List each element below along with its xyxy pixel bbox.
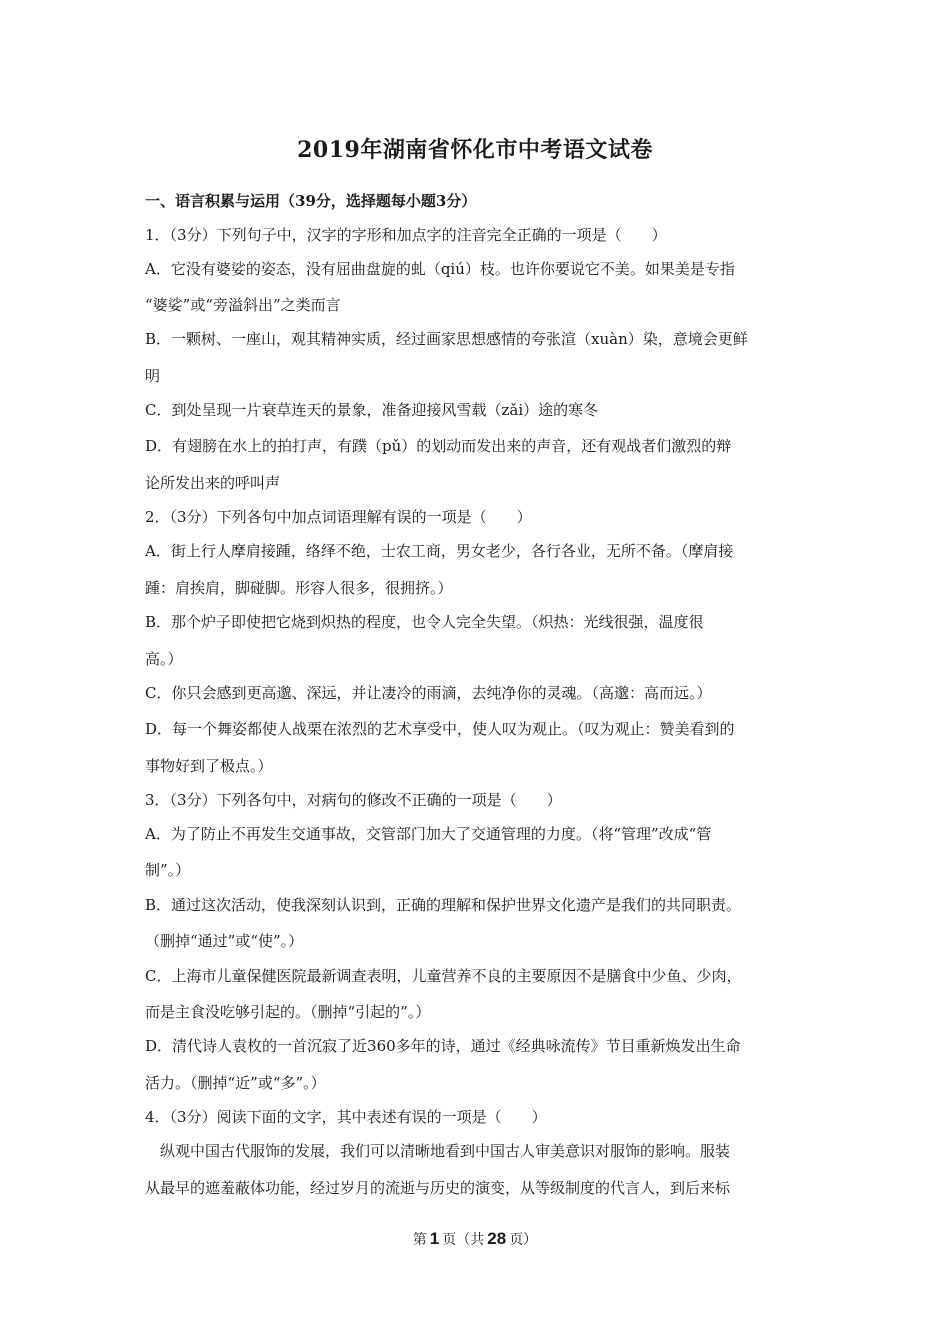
question-3-option-c: C．上海市儿童保健医院最新调查表明，儿童营养不良的主要原因不是膳食中少鱼、少肉， — [145, 967, 742, 985]
question-1-option-d-cont: 论所发出来的呼叫声 — [145, 474, 281, 492]
question-2-option-d-cont: 事物好到了极点。） — [145, 757, 273, 775]
question-3-option-d-cont: 活力。（删掉“近”或“多”。） — [145, 1074, 326, 1092]
footer-total-pages: 28 — [487, 1229, 507, 1248]
question-3-option-a-cont: 制”。） — [145, 861, 191, 879]
section-heading: 一、语言积累与运用（39分，选择题每小题3分） — [145, 192, 477, 210]
passage-paragraph-cont: 从最早的遮羞蔽体功能，经过岁月的流逝与历史的演变，从等级制度的代言人，到后来标 — [145, 1179, 731, 1197]
question-2-option-b: B．那个炉子即使把它烧到炽热的程度，也令人完全失望。（炽热：光线很强，温度很 — [145, 613, 704, 631]
footer-middle: 页（共 — [442, 1232, 485, 1248]
question-1-option-d: D．有翅膀在水上的拍打声，有蹼（pǔ）的划动而发出来的声音，还有观战者们激烈的辩 — [145, 437, 732, 455]
question-3-stem: 3．（3分）下列各句中，对病句的修改不正确的一项是（ ） — [145, 791, 562, 809]
footer-prefix: 第 — [412, 1232, 427, 1248]
question-3-option-a: A．为了防止不再发生交通事故，交管部门加大了交通管理的力度。（将“管理”改成“管 — [145, 825, 712, 843]
question-2-stem: 2．（3分）下列各句中加点词语理解有误的一项是（ ） — [145, 508, 532, 526]
question-3-option-c-cont: 而是主食没吃够引起的。（删掉“引起的”。） — [145, 1003, 431, 1021]
passage-paragraph: 纵观中国古代服饰的发展，我们可以清晰地看到中国古人审美意识对服饰的影响。服装 — [160, 1142, 731, 1160]
question-1-option-a: A．它没有婆娑的姿态，没有屈曲盘旋的虬（qiú）枝。也许你要说它不美。如果美是专指 — [145, 260, 735, 278]
footer-suffix: 页） — [509, 1232, 538, 1248]
question-1-option-b-cont: 明 — [145, 367, 161, 385]
question-2-option-a: A．街上行人摩肩接踵，络绎不绝，士农工商，男女老少，各行各业，无所不备。（摩肩接 — [145, 542, 734, 560]
question-2-option-a-cont: 踵：肩挨肩，脚碰脚。形容人很多，很拥挤。） — [145, 579, 453, 597]
question-1-option-c: C．到处呈现一片衰草连天的景象，准备迎接风雪载（zǎi）途的寒冬 — [145, 401, 599, 419]
question-3-option-d: D．清代诗人袁枚的一首沉寂了近360多年的诗，通过《经典咏流传》节目重新焕发出生命 — [145, 1037, 741, 1055]
question-4-stem: 4．（3分）阅读下面的文字，其中表述有误的一项是（ ） — [145, 1108, 547, 1126]
question-2-option-d: D．每一个舞姿都使人战栗在浓烈的艺术享受中，使人叹为观止。（叹为观止：赞美看到的 — [145, 720, 735, 738]
footer-page-number: 1 — [429, 1229, 440, 1248]
question-2-option-c: C．你只会感到更高邈、深远，并让凄冷的雨滴，去纯净你的灵魂。（高邈：高而远。） — [145, 684, 712, 702]
question-1-stem: 1．（3分）下列句子中，汉字的字形和加点字的注音完全正确的一项是（ ） — [145, 226, 667, 244]
question-1-option-b: B．一颗树、一座山，观其精神实质，经过画家思想感情的夸张渲（xuàn）染，意境会更鲜 — [145, 330, 748, 348]
page-title: 2019年湖南省怀化市中考语文试卷 — [297, 137, 653, 163]
question-3-option-b: B．通过这次活动，使我深刻认识到，正确的理解和保护世界文化遗产是我们的共同职责。 — [145, 896, 742, 914]
page-footer — [0, 1229, 950, 1249]
question-1-option-a-cont: “婆娑”或“旁溢斜出”之类而言 — [145, 296, 341, 314]
question-2-option-b-cont: 高。） — [145, 650, 183, 668]
question-3-option-b-cont: （删掉“通过”或“使”。） — [145, 932, 304, 950]
